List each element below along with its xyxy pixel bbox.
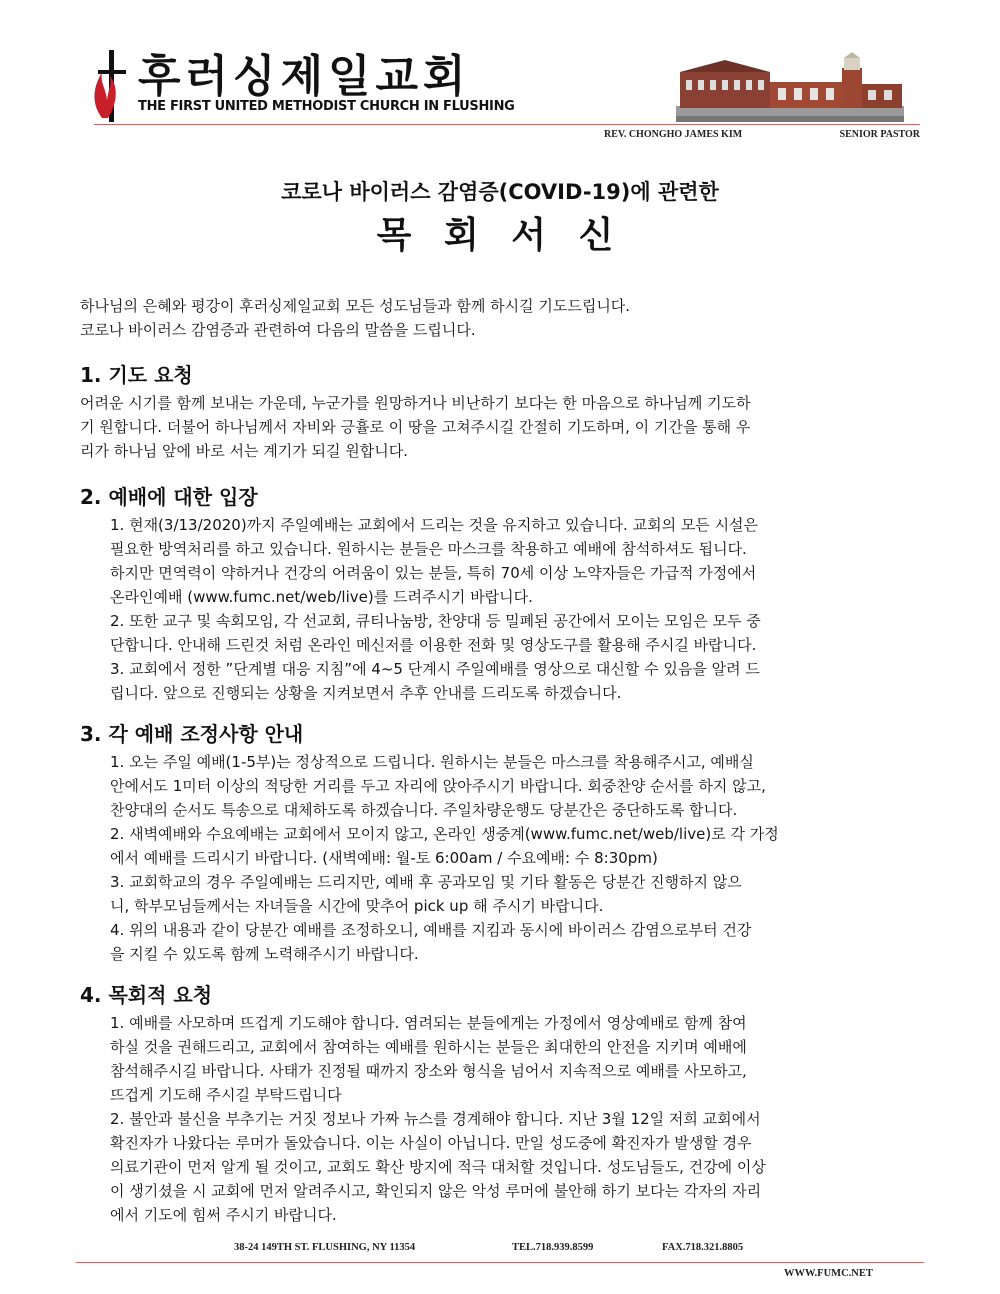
section-line: 안에서도 1미터 이상의 적당한 거리를 두고 자리에 앉아주시기 바랍니다. 회중찬양 순서를 하지 않고, [110, 777, 766, 795]
section-line: 단합니다. 안내해 드린것 처럼 온라인 메신저를 이용한 전화 및 영상도구를 활용해 주시길 바랍니다. [110, 636, 757, 654]
section-line: 1. 예배를 사모하며 뜨겁게 기도해야 합니다. 염려되는 분들에게는 가정에서 영상예배로 함께 참여 [110, 1014, 747, 1032]
section-line: 니, 학부모님들께서는 자녀들을 시간에 맞추어 pick up 해 주시기 바랍니다. [110, 897, 604, 915]
footer-website[interactable]: WWW.FUMC.NET [784, 1268, 873, 1279]
intro-line: 코로나 바이러스 감염증과 관련하여 다음의 말씀을 드립니다. [80, 321, 476, 339]
cross-and-flame-icon [92, 48, 132, 124]
letter-subtitle: 코로나 바이러스 감염증(COVID-19)에 관련한 [281, 180, 719, 204]
section-line: 이 생기셨을 시 교회에 먼저 알려주시고, 확인되지 않은 악성 루머에 불안해 하기 보다는 각자의 자리 [110, 1182, 762, 1200]
pastor-name: REV. CHONGHO JAMES KIM [604, 129, 743, 140]
footer-tel: TEL.718.939.8599 [512, 1242, 594, 1253]
section-line: 참석해주시길 바랍니다. 사태가 진정될 때까지 장소와 형식을 넘어서 지속적으로 예배를 사모하고, [110, 1062, 747, 1080]
section-line: 3. 교회학교의 경우 주일예배는 드리지만, 예배 후 공과모임 및 기타 활동은 당분간 진행하지 않으 [110, 873, 742, 891]
section-line: 찬양대의 순서도 특송으로 대체하도록 하겠습니다. 주일차량운행도 당분간은 중단하도록 합니다. [110, 801, 738, 819]
section-line: 하실 것을 권해드리고, 교회에서 참여하는 예배를 원하시는 분들은 최대한의 안전을 지키며 예배에 [110, 1038, 747, 1056]
section-heading: 4. 목회적 요청 [80, 983, 213, 1007]
section-line: 어려운 시기를 함께 보내는 가운데, 누군가를 원망하거나 비난하기 보다는 한 마음으로 하나님께 기도하 [80, 394, 751, 412]
section-line: 2. 불안과 불신을 부추기는 거짓 정보나 가짜 뉴스를 경계해야 합니다. 지난 3월 12일 저희 교회에서 [110, 1110, 761, 1128]
section-heading: 1. 기도 요청 [80, 363, 193, 387]
church-name-korean: 후러싱제일교회 [138, 51, 471, 102]
pastor-role: SENIOR PASTOR [839, 129, 920, 140]
section-line: 의료기관이 먼저 알게 될 것이고, 교회도 확산 방지에 적극 대처할 것입니다. 성도님들도, 건강에 이상 [110, 1158, 766, 1176]
section-heading: 3. 각 예배 조정사항 안내 [80, 722, 304, 746]
church-name-english: THE FIRST UNITED METHODIST CHURCH IN FLUSHING [138, 99, 515, 114]
section-line: 하지만 면역력이 약하거나 건강의 어려움이 있는 분들, 특히 70세 이상 노약자들은 가급적 가정에서 [110, 564, 757, 582]
intro-line: 하나님의 은혜와 평강이 후러싱제일교회 모든 성도님들과 함께 하시길 기도드립니다. [80, 297, 631, 315]
section-line: 필요한 방역처리를 하고 있습니다. 원하시는 분들은 마스크를 착용하고 예배에 참석하셔도 됩니다. [110, 540, 747, 558]
section-line: 온라인예배 (www.fumc.net/web/live)를 드려주시기 바랍니다. [110, 588, 533, 606]
section-line: 에서 예배를 드리시기 바랍니다. (새벽예배: 월-토 6:00am / 수요예배: 수 8:30pm) [110, 849, 658, 867]
section-line: 3. 교회에서 정한 ˮ단계별 대응 지침ˮ에 4~5 단계시 주일예배를 영상으로 대신할 수 있음을 알려 드 [110, 660, 760, 678]
section-line: 리가 하나님 앞에 바로 서는 계기가 되길 원합니다. [80, 442, 408, 460]
section-line: 기 원합니다. 더불어 하나님께서 자비와 긍휼로 이 땅을 고쳐주시길 간절히 기도하며, 이 기간을 통해 우 [80, 418, 751, 436]
section-line: 1. 오는 주일 예배(1-5부)는 정상적으로 드립니다. 원하시는 분들은 마스크를 착용해주시고, 예배실 [110, 753, 754, 771]
section-line: 립니다. 앞으로 진행되는 상황을 지켜보면서 추후 안내를 드리도록 하겠습니다. [110, 684, 622, 702]
section-line: 뜨겁게 기도해 주시길 부탁드립니다 [110, 1086, 342, 1104]
section-line: 2. 또한 교구 및 속회모임, 각 선교회, 큐티나눔방, 찬양대 등 밀폐된 공간에서 모이는 모임은 모두 중 [110, 612, 761, 630]
section-line: 을 지킬 수 있도록 함께 노력해주시기 바랍니다. [110, 945, 419, 963]
pastor-line [604, 129, 920, 140]
footer-divider [76, 1262, 924, 1263]
section-line: 에서 기도에 힘써 주시기 바랍니다. [110, 1206, 337, 1224]
section-line: 4. 위의 내용과 같이 당분간 예배를 조정하오니, 예배를 지킴과 동시에 바이러스 감염으로부터 건강 [110, 921, 752, 939]
section-line: 확진자가 나왔다는 루머가 돌았습니다. 이는 사실이 아닙니다. 만일 성도중에 확진자가 발생할 경우 [110, 1134, 752, 1152]
footer-address: 38-24 149TH ST. FLUSHING, NY 11354 [234, 1242, 416, 1253]
header-divider [94, 124, 920, 125]
section-line: 2. 새벽예배와 수요예배는 교회에서 모이지 않고, 온라인 생중계(www.fumc.net/web/live)로 각 가정 [110, 825, 779, 843]
letter-title: 목 회 서 신 [376, 215, 624, 256]
section-line: 1. 현재(3/13/2020)까지 주일예배는 교회에서 드리는 것을 유지하고 있습니다. 교회의 모든 시설은 [110, 516, 759, 534]
section-heading: 2. 예배에 대한 입장 [80, 485, 258, 509]
church-building-image [676, 52, 904, 122]
footer-fax: FAX.718.321.8805 [662, 1242, 744, 1253]
